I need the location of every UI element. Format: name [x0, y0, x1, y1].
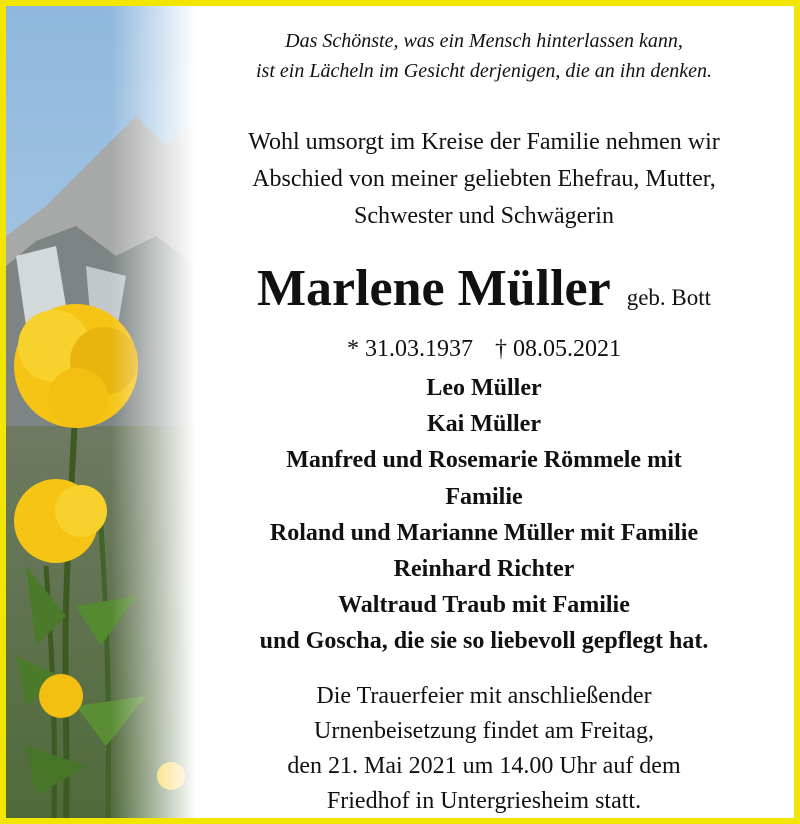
ceremony-line: den 21. Mai 2021 um 14.00 Uhr auf dem — [287, 753, 681, 779]
ceremony-line: Friedhof in Untergriesheim statt. — [326, 788, 642, 814]
maiden-name: geb. Bott — [626, 285, 712, 310]
farewell-intro — [184, 124, 784, 235]
obituary-text — [184, 6, 794, 818]
life-dates — [184, 332, 784, 366]
birth-date: * 31.03.1937 — [347, 336, 473, 362]
intro-line: Wohl umsorgt im Kreise der Familie nehmen wir — [248, 129, 720, 155]
memorial-quote — [184, 26, 784, 86]
death-date: † 08.05.2021 — [495, 336, 621, 362]
intro-line: Schwester und Schwägerin — [354, 203, 614, 229]
quote-line: Das Schönste, was ein Mensch hinterlassen kann, — [285, 30, 683, 52]
deceased-name-row — [184, 258, 784, 322]
mourner-line: Waltraud Traub mit Familie — [338, 592, 630, 619]
funeral-details — [184, 679, 784, 819]
quote-line: ist ein Lächeln im Gesicht derjenigen, die an ihn denken. — [255, 60, 712, 82]
mourner-line: und Goscha, die sie so liebevoll gepflegt hat. — [259, 628, 709, 655]
flower-mountain-photo — [6, 6, 196, 818]
intro-line: Abschied von meiner geliebten Ehefrau, Mutter, — [252, 166, 716, 192]
ceremony-line: Urnenbeisetzung findet am Freitag, — [314, 718, 654, 744]
mourner-line: Manfred und Rosemarie Römmele mit — [286, 447, 682, 474]
mourner-line: Kai Müller — [427, 411, 541, 438]
mourner-line: Familie — [445, 483, 523, 510]
ceremony-line: Die Trauerfeier mit anschließender — [316, 683, 652, 709]
mourners-list — [184, 370, 784, 660]
deceased-name: Marlene Müller — [256, 260, 611, 317]
mourner-line: Reinhard Richter — [393, 556, 575, 583]
mourner-line: Leo Müller — [426, 375, 542, 401]
mourner-line: Roland und Marianne Müller mit Familie — [269, 519, 699, 546]
